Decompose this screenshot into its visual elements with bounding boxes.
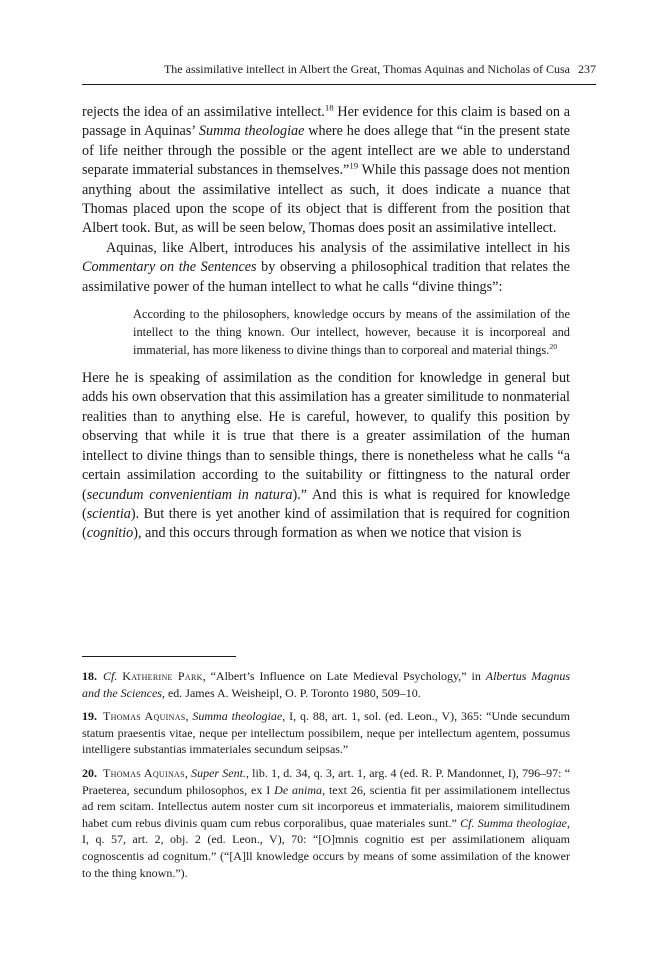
footnote-19: 19. Thomas Aquinas, Summa theologiae, I, q. 88, art. 1, sol. (ed. Leon., V), 365: “Unde secundum statum praesentis vitae, neque per intellectum possibilem, neque per intellectum agentem, possumus intelligere substantias immateriales secundum seipsas.” xyxy=(82,709,571,757)
footnote-18: 18. Cf. Katherine Park, “Albert’s Influence on Late Medieval Psychology,” in Albertus Magnus and the Sciences, ed. James A. Weisheipl, O. P. Toronto 1980, 509–10. xyxy=(82,669,571,700)
header-rule xyxy=(82,84,596,85)
footnote-number: 19. xyxy=(82,709,97,724)
running-header xyxy=(82,62,596,77)
footnote-number: 20. xyxy=(82,765,97,780)
footnote-author: Katherine Park xyxy=(122,669,203,683)
footnote-author: Thomas Aquinas xyxy=(103,709,186,724)
running-title: The assimilative intellect in Albert the Great, Thomas Aquinas and Nicholas of Cusa xyxy=(163,62,570,76)
footnote-ref-18[interactable]: 18 xyxy=(324,102,334,113)
page-number: 237 xyxy=(578,62,596,76)
paragraph-3: Here he is speaking of assimilation as the condition for knowledge in general but adds his own observation that this assimilation has a greater similitude to nonmaterial realities than to anything else. He is careful, however, to qualify this position by observing that while it is true that there is a greater assimilation of the human intellect to divine things than to sensible things, there is nonetheless what he calls “a certain assimilation according to the suitability or fittingness to the natural order (secundum convenientiam in natura).” And this is what is required for knowledge (scientia). But there is yet another kind of assimilation that is required for cognition (cognitio), and this occurs through formation as when we notice that vision is xyxy=(82,370,571,542)
footnote-number: 18. xyxy=(82,669,97,683)
footnote-rule xyxy=(82,656,236,657)
main-text xyxy=(82,103,570,544)
footnotes xyxy=(82,668,570,888)
footnote-ref-19[interactable]: 19 xyxy=(349,160,359,171)
footnote-20: 20. Thomas Aquinas, Super Sent., lib. 1, d. 34, q. 3, art. 1, arg. 4 (ed. R. P. Mandonnet, I), 796–97: “ Praeterea, secundum philosophos, ex I De anima, text 26, scientia fit per assimilationem intellectus ad rem scitam. Intellectus autem noster cum sit incorporeus et immaterialis, maiorem similitudinem habet cum rebus divinis quam cum rebus corporalibus, quae materiales sunt.” Cf. Summa theologiae, I, q. 57, art. 2, obj. 2 (ed. Leon., V), 70: “[O]mnis cognitio est per assimilationem aliquam cognoscentis ad cognitum.” (“[A]ll knowledge occurs by means of some assimilation of the knower to the thing known.”). xyxy=(82,765,571,880)
footnote-author: Thomas Aquinas xyxy=(103,765,185,780)
footnote-ref-20[interactable]: 20 xyxy=(549,341,558,351)
paragraph-1: rejects the idea of an assimilative intellect.$^{18}$ Her evidence for this claim is based on a passage in Aquinas’ Summa theologiae where he does allege that “in the present state of life neither through the possible or the agent intellect are we able to understand separate immaterial substances in themselves.”$^{19}$ While this passage does not mention anything about the assimilative intellect as such, it does indicate a nuance that Thomas placed upon the scope of its object that is different from the position that Albert took. But, as will be seen below, Thomas does posit an assimilative intellect. xyxy=(82,102,570,237)
paragraph-2: Aquinas, like Albert, introduces his analysis of the assimilative intellect in his Commentary on the Sentences by observing a philosophical tradition that relates the assimilative power of the human intellect to what he calls “divine things”: xyxy=(82,239,570,295)
block-quote: According to the philosophers, knowledge occurs by means of the assimilation of the intellect to the thing known. Our intellect, however, because it is incorporeal and immaterial, has more likeness to divine things than to corporeal and material things.$^{20}$ xyxy=(133,307,570,358)
